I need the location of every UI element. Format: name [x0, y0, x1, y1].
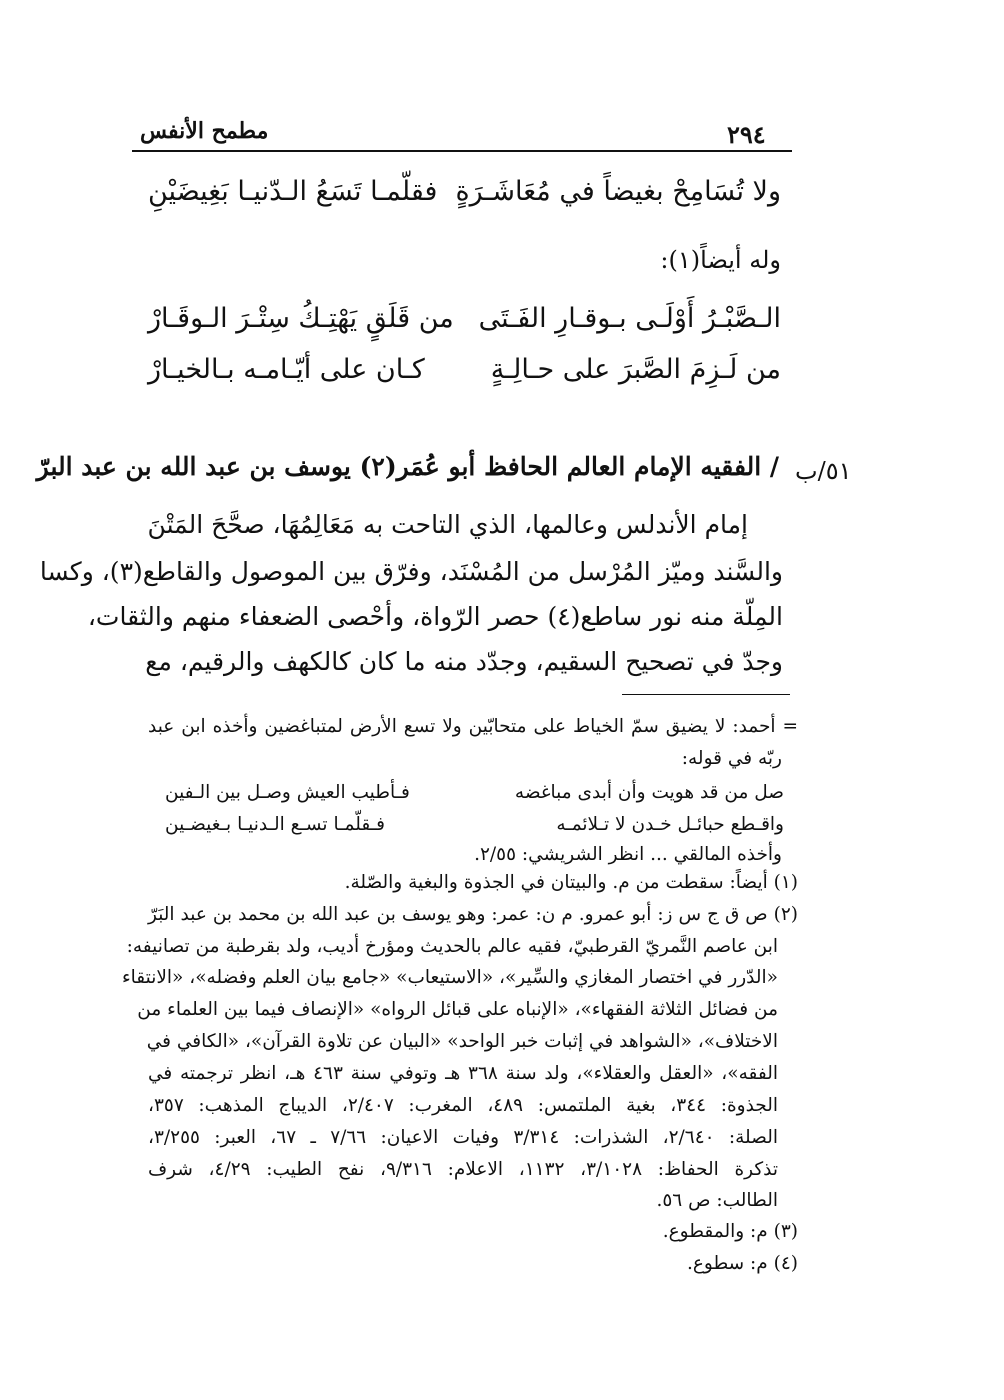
footnote-continuation-line-2: ربّه في قوله:	[681, 748, 782, 769]
running-title: مطمح الأنفس	[140, 118, 269, 144]
verse-2-first-hemistich: الـصَّبْـرُ أَوْلَـى بـوقـارِ الفَـتَى	[478, 303, 781, 334]
page-number: ٢٩٤	[727, 120, 766, 149]
footnote-separator	[622, 694, 790, 695]
footnote-verse-2-second: فـقلّمـا تسـع الـدنيـا بـغيضـين	[165, 814, 385, 835]
footnote-verse-2-first: واقـطع حبائـل خـدن لا تـلائمـه	[556, 814, 784, 835]
footnote-continuation-line-1: = أحمد: لا يضيق سمّ الخياط على متحابّين ولا تسع الأرض لمتباغضين وأخذه ابن عبد	[148, 716, 798, 737]
verse-3-second-hemistich: كـان على أيّـامـه بـالخيـارْ	[148, 354, 425, 385]
verse-1-first-hemistich: ولا تُسَامِحْ بغيضاً في مُعَاشَـرَةٍ	[455, 176, 781, 207]
footnote-verse-1-first: صل من قد هويت وأن أبدى مباغضه	[514, 782, 784, 803]
verse-2-second-hemistich: من قَلَقٍ يَهْتِـكُ سِتْـرَ الـوقَـارْ	[148, 303, 454, 334]
footnote-2-line-1: (٢) ص ق ج س ز: أبو عمرو. م ن: عمر: وهو يوسف بن عبد الله بن محمد بن عبد البَرّ	[148, 904, 798, 925]
footnote-2-line-9: تذكرة الحفاظ: ٣/١٠٢٨، ١١٣٢، الاعلام: ٩/٣١٦، نفح الطيب: ٤/٢٩، شرف	[148, 1159, 779, 1180]
footnote-2-line-7: الجذوة: ٣٤٤، بغية الملتمس: ٤٨٩، المغرب: ٢/٤٠٧، الديباج المذهب: ٣٥٧،	[148, 1095, 779, 1116]
footnote-continuation-line-3: وأخذه المالقي ... انظر الشريشي: ٢/٥٥.	[474, 844, 782, 865]
body-line-2: والسَّند وميّز المُرْسل من المُسْنَد، وفرّق بين الموصول والقاطع(٣)، وكسا	[39, 557, 783, 586]
verse-3-first-hemistich: من لَـزِمَ الصَّبرَ على حـالِـةٍ	[490, 354, 781, 385]
entry-heading: / الفقيه الإمام العالم الحافظ أبو عُمَر(٢) يوسف بن عبد الله بن عبد البرّ	[36, 452, 779, 481]
margin-folio-reference: ٥١/ب	[795, 457, 852, 485]
verse-1-second-hemistich: فقلّمـا تَسَعُ الـدّنيـا بَغِيضَيْنِ	[148, 176, 438, 207]
footnote-verse-1-second: فـأطيب العيش وصـل بين الـفين	[165, 782, 410, 803]
footnote-2-line-10: الطالب: ص ٥٦.	[656, 1190, 778, 1211]
verse-intro: وله أيضاً(١):	[660, 246, 781, 274]
body-line-1: إمام الأندلس وعالمها، الذي التاحت به مَعَالِمُهَا، صحَّحَ المَتْنَ	[147, 510, 748, 539]
footnote-2-line-2: ابن عاصم النَّمريّ القرطبيّ، فقيه عالم بالحديث ومؤرخ أديب، ولد بقرطبة من تصانيفه:	[126, 936, 778, 957]
body-line-4: وجدّ في تصحيح السقيم، وجدّد منه ما كان كالكهف والرقيم، مع	[145, 647, 783, 676]
footnote-3: (٣) م: والمقطوع.	[662, 1221, 798, 1242]
header-rule	[132, 150, 792, 152]
footnote-4: (٤) م: سطوع.	[687, 1253, 798, 1274]
footnote-1: (١) أيضاً: سقطت من م. والبيتان في الجذوة والبغية والصّلة.	[344, 872, 798, 893]
body-line-3: المِلّة منه نور ساطع(٤) حصر الرّواة، وأحْصى الضعفاء منهم والثقات،	[87, 602, 783, 631]
footnote-2-line-3: «الدّرر في اختصار المغازي والسِّير»، «الاستيعاب» «جامع بيان العلم وفضله»، «الانتقاء	[121, 967, 778, 988]
footnote-2-line-6: الفقه»، «العقل والعقلاء»، ولد سنة ٣٦٨ هـ وتوفي سنة ٤٦٣ هـ، انظر ترجمته في	[148, 1063, 778, 1084]
footnote-2-line-4: من فضائل الثلاثة الفقهاء»، «الإنباه على قبائل الرواه» «الإنصاف فيما بين العلماء من	[137, 999, 778, 1020]
footnote-2-line-5: الاختلاف»، «الشواهد في إثبات خبر الواحد» «البيان عن تلاوة القرآن»، «الكافي في	[146, 1031, 778, 1052]
footnote-2-line-8: الصلة: ٢/٦٤٠، الشذرات: ٣/٣١٤ وفيات الاعيان: ٧/٦٦ ـ ٦٧، العبر: ٣/٢٥٥،	[148, 1127, 778, 1148]
